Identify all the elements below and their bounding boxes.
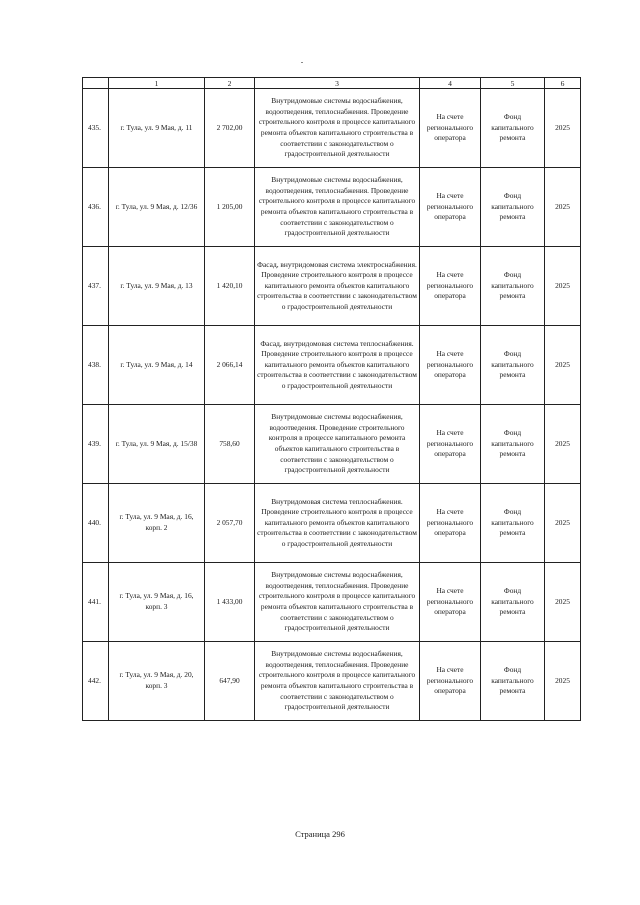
funding-source-cell: Фонд капитального ремонта [481,642,545,721]
account-cell: На счете регионального оператора [420,563,481,642]
funding-source-cell: Фонд капитального ремонта [481,247,545,326]
work-description-cell: Внутридомовые системы водоснабжения, водоотведения, теплоснабжения. Проведение строительного контроля в процессе капитального ремонта объектов капитального строительства в соответствии с законодательством о градостроительной деятельности [255,642,420,721]
address-cell: г. Тула, ул. 9 Мая, д. 13 [109,247,205,326]
year-cell: 2025 [545,89,581,168]
year-cell: 2025 [545,405,581,484]
work-description-cell: Внутридомовые системы водоснабжения, водоотведения, теплоснабжения. Проведение строительного контроля в процессе капитального ремонта объектов капитального строительства в соответствии с законодательством о градостроительной деятельности [255,89,420,168]
table-row [83,563,581,642]
table-row [83,89,581,168]
address-cell: г. Тула, ул. 9 Мая, д. 16, корп. 3 [109,563,205,642]
year-cell: 2025 [545,247,581,326]
header-cell: 4 [420,78,481,89]
table-row [83,642,581,721]
funding-source-cell: Фонд капитального ремонта [481,168,545,247]
table-row [83,405,581,484]
account-cell: На счете регионального оператора [420,168,481,247]
year-cell: 2025 [545,168,581,247]
cost-cell: 2 057,70 [205,484,255,563]
work-description-cell: Внутридомовая система теплоснабжения. Проведение строительного контроля в процессе капитального ремонта объектов капитального строительства в соответствии с законодательством о градостроительной деятельности [255,484,420,563]
cost-cell: 758,60 [205,405,255,484]
account-cell: На счете регионального оператора [420,247,481,326]
funding-source-cell: Фонд капитального ремонта [481,89,545,168]
address-cell: г. Тула, ул. 9 Мая, д. 11 [109,89,205,168]
header-cell: 2 [205,78,255,89]
year-cell: 2025 [545,484,581,563]
account-cell: На счете регионального оператора [420,89,481,168]
account-cell: На счете регионального оператора [420,642,481,721]
header-cell: 1 [109,78,205,89]
row-number: 441. [83,563,109,642]
cost-cell: 1 205,00 [205,168,255,247]
row-number: 436. [83,168,109,247]
address-cell: г. Тула, ул. 9 Мая, д. 16, корп. 2 [109,484,205,563]
row-number: 442. [83,642,109,721]
scan-dot [301,62,303,63]
row-number: 439. [83,405,109,484]
address-cell: г. Тула, ул. 9 Мая, д. 15/38 [109,405,205,484]
cost-cell: 2 702,00 [205,89,255,168]
capital-repair-table [82,77,581,721]
year-cell: 2025 [545,563,581,642]
cost-cell: 1 433,00 [205,563,255,642]
cost-cell: 647,90 [205,642,255,721]
row-number: 437. [83,247,109,326]
year-cell: 2025 [545,642,581,721]
work-description-cell: Внутридомовые системы водоснабжения, водоотведения, теплоснабжения. Проведение строительного контроля в процессе капитального ремонта объектов капитального строительства в соответствии с законодательством о градостроительной деятельности [255,168,420,247]
cost-cell: 2 066,14 [205,326,255,405]
cost-cell: 1 420,10 [205,247,255,326]
funding-source-cell: Фонд капитального ремонта [481,563,545,642]
header-cell: 3 [255,78,420,89]
year-cell: 2025 [545,326,581,405]
row-number: 440. [83,484,109,563]
funding-source-cell: Фонд капитального ремонта [481,484,545,563]
work-description-cell: Внутридомовые системы водоснабжения, водоотведения. Проведение строительного контроля в процессе капитального ремонта объектов капитального строительства в соответствии с законодательством о градостроительной деятельности [255,405,420,484]
table-row [83,484,581,563]
table-header-row [83,78,581,89]
header-cell: 5 [481,78,545,89]
funding-source-cell: Фонд капитального ремонта [481,405,545,484]
account-cell: На счете регионального оператора [420,405,481,484]
funding-source-cell: Фонд капитального ремонта [481,326,545,405]
work-description-cell: Фасад, внутридомовая система электроснабжения. Проведение строительного контроля в процессе капитального ремонта объектов капитального строительства в соответствии с законодательством о градостроительной деятельности [255,247,420,326]
header-cell-blank [83,78,109,89]
table-row [83,247,581,326]
table-row [83,168,581,247]
work-description-cell: Внутридомовые системы водоснабжения, водоотведения, теплоснабжения. Проведение строительного контроля в процессе капитального ремонта объектов капитального строительства в соответствии с законодательством о градостроительной деятельности [255,563,420,642]
address-cell: г. Тула, ул. 9 Мая, д. 20, корп. 3 [109,642,205,721]
row-number: 435. [83,89,109,168]
address-cell: г. Тула, ул. 9 Мая, д. 12/36 [109,168,205,247]
account-cell: На счете регионального оператора [420,484,481,563]
account-cell: На счете регионального оператора [420,326,481,405]
page-number: Страница 296 [295,829,345,839]
address-cell: г. Тула, ул. 9 Мая, д. 14 [109,326,205,405]
header-cell: 6 [545,78,581,89]
table-row [83,326,581,405]
row-number: 438. [83,326,109,405]
work-description-cell: Фасад, внутридомовая система теплоснабжения. Проведение строительного контроля в процессе капитального ремонта объектов капитального строительства в соответствии с законодательством о градостроительной деятельности [255,326,420,405]
